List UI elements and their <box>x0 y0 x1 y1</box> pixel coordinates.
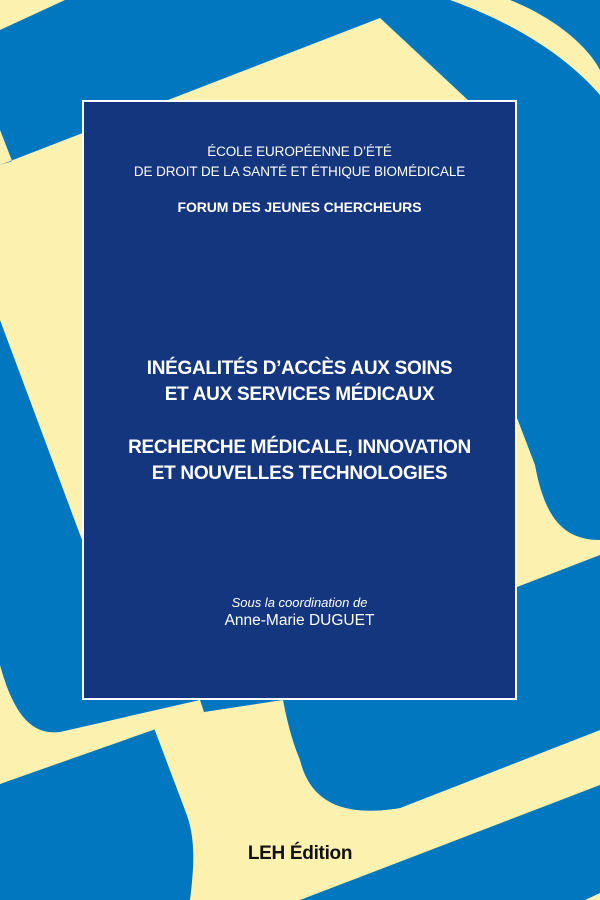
title-line: ET AUX SERVICES MÉDICAUX <box>164 384 435 405</box>
forum-heading: FORUM DES JEUNES CHERCHEURS <box>177 199 422 215</box>
coordination-label: Sous la coordination de <box>231 595 368 610</box>
title-panel <box>82 100 517 700</box>
school-name-line: ÉCOLE EUROPÉENNE D’ÉTÉ <box>207 144 392 159</box>
title-line: ET NOUVELLES TECHNOLOGIES <box>151 463 448 484</box>
book-title-part-2 <box>84 435 515 487</box>
school-name-line: DE DROIT DE LA SANTÉ ET ÉTHIQUE BIOMÉDICALE <box>133 164 466 179</box>
title-line: INÉGALITÉS D’ACCÈS AUX SOINS <box>146 358 453 379</box>
publisher-name: LEH Édition <box>247 843 353 864</box>
school-name <box>84 142 515 182</box>
title-line: RECHERCHE MÉDICALE, INNOVATION <box>128 437 471 458</box>
coordinator-name: Anne-Marie DUGUET <box>224 612 375 629</box>
book-title-part-1 <box>84 356 515 408</box>
